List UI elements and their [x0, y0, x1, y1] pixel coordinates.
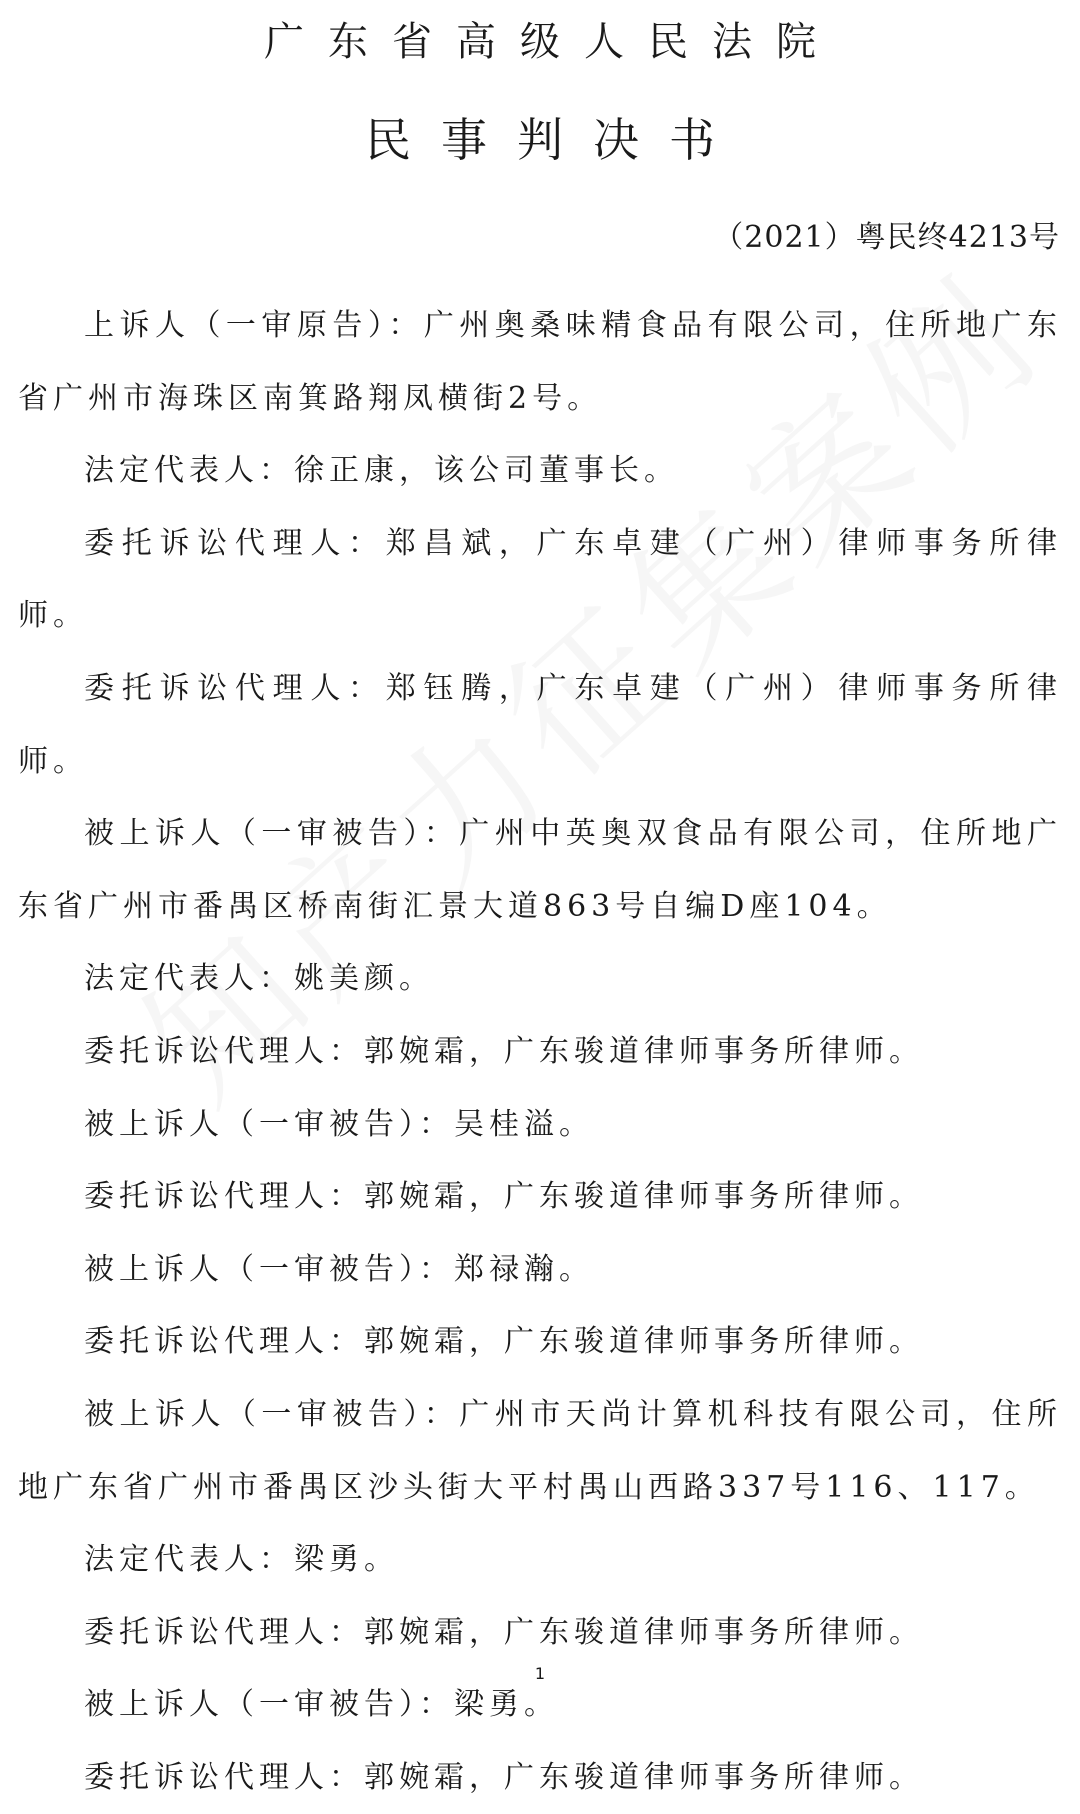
document-body	[18, 290, 1062, 1814]
case-number: （2021）粤民终4213号	[713, 220, 1060, 255]
agent: 委托诉讼代理人：郭婉霜，广东骏道律师事务所律师。	[84, 1614, 924, 1650]
agent: 委托诉讼代理人：郑昌斌，广东卓建（广州）律师事务所律师。	[18, 525, 1062, 634]
court-name: 广东省高级人民法院	[264, 19, 840, 65]
party-appellee: 被上诉人（一审被告）：吴桂溢。	[84, 1106, 594, 1142]
legal-representative: 法定代表人：徐正康，该公司董事长。	[84, 453, 679, 489]
party-appellee: 被上诉人（一审被告）：广州中英奥双食品有限公司，住所地广东省广州市番禺区桥南街汇景大道863号自编D座104。	[18, 816, 1062, 924]
document-title: 民事判决书	[365, 113, 745, 167]
legal-representative: 法定代表人：姚美颜。	[84, 961, 434, 997]
agent: 委托诉讼代理人：郭婉霜，广东骏道律师事务所律师。	[84, 1179, 924, 1215]
agent: 委托诉讼代理人：郭婉霜，广东骏道律师事务所律师。	[84, 1033, 924, 1069]
agent: 委托诉讼代理人：郭婉霜，广东骏道律师事务所律师。	[84, 1324, 924, 1360]
party-appellee: 被上诉人（一审被告）：广州市天尚计算机科技有限公司，住所地广东省广州市番禺区沙头街大平村禺山西路337号116、117。	[18, 1396, 1062, 1505]
party-appellant: 上诉人（一审原告）：广州奥桑味精食品有限公司，住所地广东省广州市海珠区南箕路翔凤横街2号。	[18, 308, 1062, 416]
agent: 委托诉讼代理人：郭婉霜，广东骏道律师事务所律师。	[84, 1759, 924, 1795]
party-appellee: 被上诉人（一审被告）：梁勇。	[84, 1687, 559, 1723]
party-appellee: 被上诉人（一审被告）：郑禄瀚。	[84, 1251, 594, 1287]
page-number: 1	[534, 1664, 546, 1683]
legal-representative: 法定代表人：梁勇。	[84, 1542, 399, 1578]
agent: 委托诉讼代理人：郑钰腾，广东卓建（广州）律师事务所律师。	[18, 670, 1062, 779]
